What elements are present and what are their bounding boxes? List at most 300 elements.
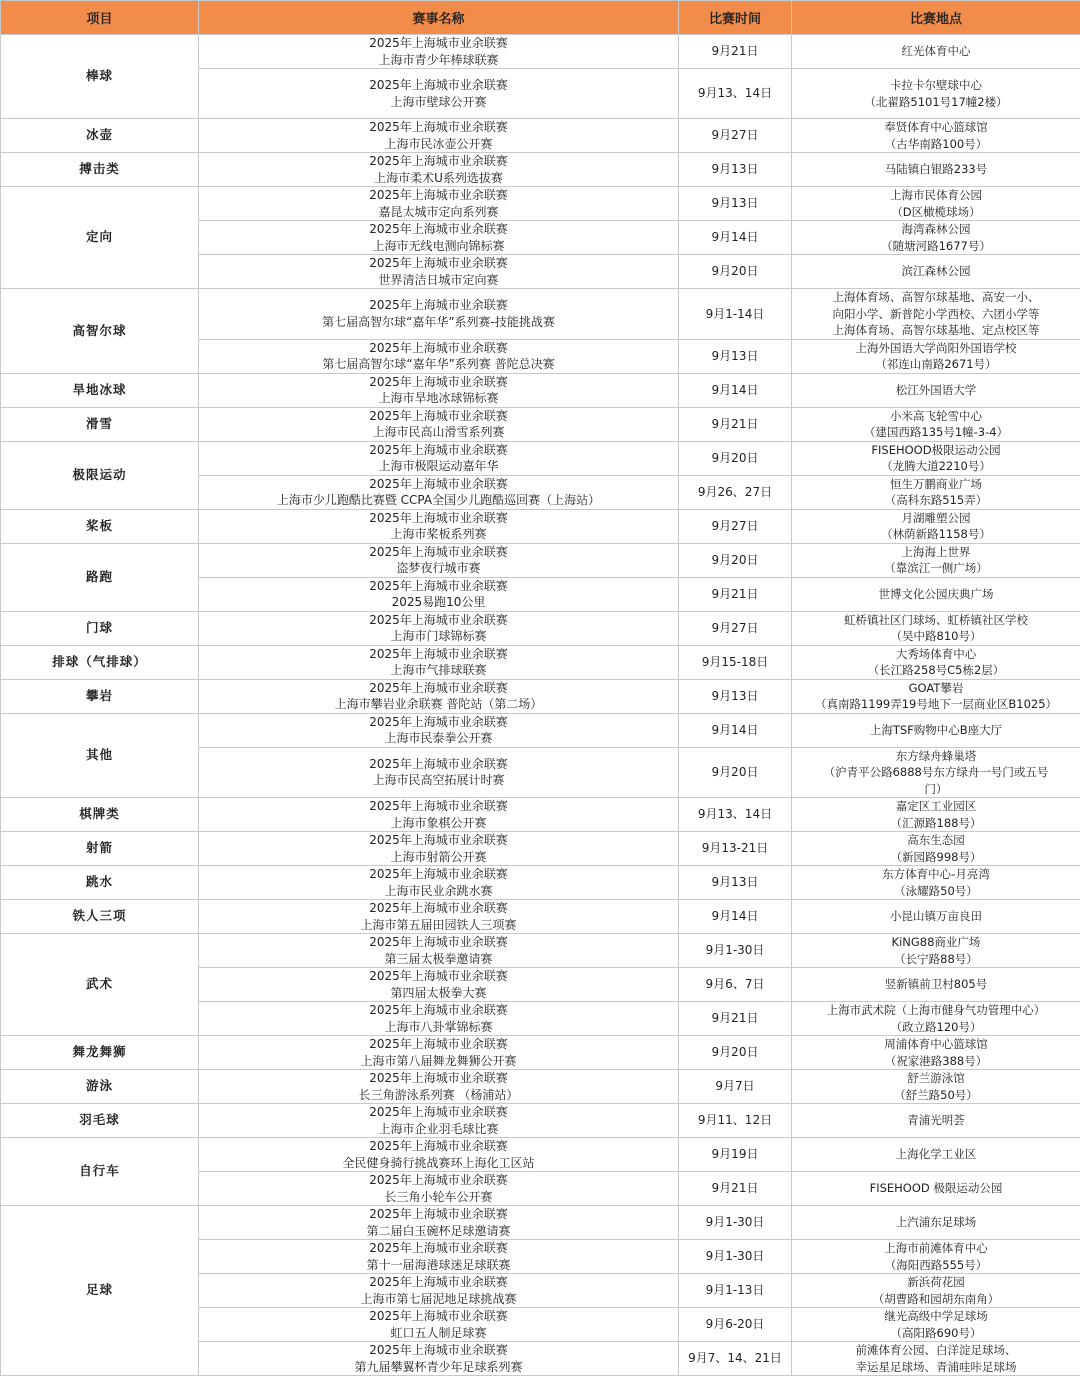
- table-row: [1, 289, 1080, 340]
- event-name-line: 2025年上海城市业余联赛: [201, 255, 676, 272]
- venue-cell: [792, 968, 1080, 1002]
- table-row: [1, 1206, 1080, 1240]
- event-name-line: 2025年上海城市业余联赛: [201, 442, 676, 459]
- event-name-cell: [199, 577, 679, 611]
- event-name-line: 2025年上海城市业余联赛: [201, 680, 676, 697]
- venue-line: 上海体育场、高智尔球基地、定点校区等: [794, 322, 1078, 339]
- table-row: [1, 798, 1080, 832]
- venue-cell: [792, 509, 1080, 543]
- venue-line: 上海市前滩体育中心: [794, 1240, 1078, 1257]
- venue-line: 东方绿舟蜂巢塔: [794, 748, 1078, 765]
- venue-cell: [792, 645, 1080, 679]
- venue-line: （沪青平公路6888号东方绿舟一号门或五号: [794, 764, 1078, 781]
- venue-line: （吴中路810号）: [794, 628, 1078, 645]
- event-name-line: 上海市第八届舞龙舞狮公开赛: [201, 1053, 676, 1070]
- table-row: [1, 1104, 1080, 1138]
- event-name-line: 上海市民高空拓展计时赛: [201, 772, 676, 789]
- event-name-line: 上海市民冰壶公开赛: [201, 136, 676, 153]
- event-name-line: 2025年上海城市业余联赛: [201, 612, 676, 629]
- venue-cell: [792, 747, 1080, 798]
- venue-line: （胡曹路和园胡东南角）: [794, 1291, 1078, 1308]
- venue-cell: [792, 221, 1080, 255]
- event-name-cell: [199, 69, 679, 119]
- event-name-line: 上海市射箭公开赛: [201, 849, 676, 866]
- table-row: [1, 900, 1080, 934]
- date-cell: 9月20日: [679, 1036, 792, 1070]
- venue-line: 上汽浦东足球场: [794, 1214, 1078, 1231]
- venue-line: （古华南路100号）: [794, 136, 1078, 153]
- event-name-line: 上海市无线电测向锦标赛: [201, 238, 676, 255]
- category-cell: 冰壶: [1, 119, 199, 153]
- category-cell: 门球: [1, 611, 199, 645]
- event-name-line: 2025年上海城市业余联赛: [201, 340, 676, 357]
- venue-cell: [792, 1070, 1080, 1104]
- event-name-line: 上海市门球锦标赛: [201, 628, 676, 645]
- date-cell: 9月1-30日: [679, 1206, 792, 1240]
- venue-line: （汇源路188号）: [794, 815, 1078, 832]
- venue-line: （真南路1199弄19号地下一层商业区B1025）: [794, 696, 1078, 713]
- date-cell: 9月13日: [679, 339, 792, 373]
- table-row: [1, 611, 1080, 645]
- event-name-cell: [199, 543, 679, 577]
- event-name-cell: [199, 373, 679, 407]
- table-body: [1, 35, 1080, 1376]
- venue-cell: [792, 611, 1080, 645]
- table-row: [1, 119, 1080, 153]
- event-name-line: 2025年上海城市业余联赛: [201, 798, 676, 815]
- event-name-line: 2025年上海城市业余联赛: [201, 510, 676, 527]
- event-name-cell: [199, 1308, 679, 1342]
- date-cell: 9月13日: [679, 866, 792, 900]
- table-row: [1, 934, 1080, 968]
- date-cell: 9月1-30日: [679, 934, 792, 968]
- venue-line: 马陆镇白银路233号: [794, 161, 1078, 178]
- date-cell: 9月14日: [679, 221, 792, 255]
- event-name-cell: [199, 255, 679, 289]
- event-name-cell: [199, 35, 679, 69]
- date-cell: 9月27日: [679, 509, 792, 543]
- venue-line: （祁连山南路2671号）: [794, 356, 1078, 373]
- event-name-line: 第七届高智尔球“嘉年华”系列赛 普陀总决赛: [201, 356, 676, 373]
- event-name-cell: [199, 1138, 679, 1172]
- event-name-line: 2025年上海城市业余联赛: [201, 374, 676, 391]
- venue-line: 小昆山镇万亩良田: [794, 908, 1078, 925]
- event-name-line: 2025年上海城市业余联赛: [201, 1036, 676, 1053]
- venue-line: FISEHOOD 极限运动公园: [794, 1180, 1078, 1197]
- venue-line: 上海市武术院（上海市健身气功管理中心）: [794, 1002, 1078, 1019]
- venue-cell: [792, 187, 1080, 221]
- event-name-line: 2025年上海城市业余联赛: [201, 714, 676, 731]
- venue-line: （政立路120号）: [794, 1019, 1078, 1036]
- event-name-cell: [199, 221, 679, 255]
- venue-cell: [792, 1104, 1080, 1138]
- event-name-line: 上海市壁球公开赛: [201, 94, 676, 111]
- venue-line: 向阳小学、新普陀小学西校、六团小学等: [794, 306, 1078, 323]
- date-cell: 9月20日: [679, 747, 792, 798]
- header-date: 比赛时间: [679, 1, 792, 35]
- date-cell: 9月15-18日: [679, 645, 792, 679]
- event-name-line: 第三届太极拳邀请赛: [201, 951, 676, 968]
- event-name-cell: [199, 713, 679, 747]
- venue-cell: [792, 441, 1080, 475]
- event-name-cell: [199, 798, 679, 832]
- venue-line: 高东生态园: [794, 832, 1078, 849]
- event-name-cell: [199, 1274, 679, 1308]
- event-name-line: 2025年上海城市业余联赛: [201, 408, 676, 425]
- event-name-line: 上海市第五届田园铁人三项赛: [201, 917, 676, 934]
- venue-cell: [792, 1002, 1080, 1036]
- category-cell: 高智尔球: [1, 289, 199, 374]
- date-cell: 9月13日: [679, 187, 792, 221]
- event-name-line: 上海市旱地冰球锦标赛: [201, 390, 676, 407]
- event-name-line: 上海市民高山滑雪系列赛: [201, 424, 676, 441]
- date-cell: 9月13日: [679, 153, 792, 187]
- venue-line: （靠滨江一侧广场）: [794, 560, 1078, 577]
- date-cell: 9月21日: [679, 407, 792, 441]
- table-row: [1, 832, 1080, 866]
- venue-line: （长宁路88号）: [794, 951, 1078, 968]
- venue-line: 幸运星足球场、青浦哇咔足球场: [794, 1359, 1078, 1376]
- venue-line: 上海体育场、高智尔球基地、高安一小、: [794, 289, 1078, 306]
- event-name-cell: [199, 1104, 679, 1138]
- date-cell: 9月1-30日: [679, 1240, 792, 1274]
- venue-line: 门）: [794, 781, 1078, 798]
- event-name-line: 2025年上海城市业余联赛: [201, 1342, 676, 1359]
- venue-cell: [792, 1172, 1080, 1206]
- event-name-line: 虹口五人制足球赛: [201, 1325, 676, 1342]
- event-name-cell: [199, 611, 679, 645]
- event-name-line: 第九届攀翼杯青少年足球系列赛: [201, 1359, 676, 1376]
- venue-line: 继光高级中学足球场: [794, 1308, 1078, 1325]
- date-cell: 9月7、14、21日: [679, 1342, 792, 1376]
- category-cell: 排球（气排球）: [1, 645, 199, 679]
- venue-line: 上海外国语大学尚阳外国语学校: [794, 340, 1078, 357]
- category-cell: 攀岩: [1, 679, 199, 713]
- event-name-line: 上海市气排球联赛: [201, 662, 676, 679]
- venue-line: GOAT攀岩: [794, 680, 1078, 697]
- date-cell: 9月13日: [679, 679, 792, 713]
- event-name-cell: [199, 153, 679, 187]
- event-name-cell: [199, 832, 679, 866]
- venue-line: （祝家港路388号）: [794, 1053, 1078, 1070]
- category-cell: 棒球: [1, 35, 199, 119]
- event-name-line: 2025年上海城市业余联赛: [201, 900, 676, 917]
- header-project: 项目: [1, 1, 199, 35]
- venue-line: （高科东路515弄）: [794, 492, 1078, 509]
- venue-cell: [792, 713, 1080, 747]
- event-name-line: 2025年上海城市业余联赛: [201, 1240, 676, 1257]
- venue-cell: [792, 1138, 1080, 1172]
- venue-line: 前滩体育公园、白洋淀足球场、: [794, 1342, 1078, 1359]
- event-name-cell: [199, 645, 679, 679]
- event-name-cell: [199, 1206, 679, 1240]
- category-cell: 射箭: [1, 832, 199, 866]
- venue-cell: [792, 339, 1080, 373]
- venue-line: KiNG88商业广场: [794, 934, 1078, 951]
- event-name-cell: [199, 934, 679, 968]
- event-name-cell: [199, 187, 679, 221]
- date-cell: 9月21日: [679, 577, 792, 611]
- table-row: [1, 1036, 1080, 1070]
- event-name-line: 上海市极限运动嘉年华: [201, 458, 676, 475]
- venue-cell: [792, 119, 1080, 153]
- event-name-line: 2025年上海城市业余联赛: [201, 866, 676, 883]
- table-row: [1, 1138, 1080, 1172]
- venue-cell: [792, 1342, 1080, 1376]
- event-name-line: 第四届太极拳大赛: [201, 985, 676, 1002]
- category-cell: 自行车: [1, 1138, 199, 1206]
- event-name-line: 2025年上海城市业余联赛: [201, 1274, 676, 1291]
- date-cell: 9月21日: [679, 1172, 792, 1206]
- event-name-line: 上海市青少年棒球联赛: [201, 52, 676, 69]
- venue-line: 上海化学工业区: [794, 1146, 1078, 1163]
- event-name-line: 上海市攀岩业余联赛 普陀站（第二场）: [201, 696, 676, 713]
- event-name-line: 上海市少儿跑酷比赛暨 CCPA全国少儿跑酷巡回赛（上海站）: [201, 492, 676, 509]
- table-row: [1, 407, 1080, 441]
- date-cell: 9月13-21日: [679, 832, 792, 866]
- table-row: [1, 645, 1080, 679]
- event-name-line: 2025年上海城市业余联赛: [201, 187, 676, 204]
- date-cell: 9月21日: [679, 35, 792, 69]
- event-name-cell: [199, 900, 679, 934]
- venue-line: （林荫新路1158号）: [794, 526, 1078, 543]
- date-cell: 9月26、27日: [679, 475, 792, 509]
- date-cell: 9月14日: [679, 373, 792, 407]
- event-name-line: 2025年上海城市业余联赛: [201, 1002, 676, 1019]
- venue-cell: [792, 153, 1080, 187]
- venue-cell: [792, 934, 1080, 968]
- category-cell: 路跑: [1, 543, 199, 611]
- category-cell: 铁人三项: [1, 900, 199, 934]
- venue-line: FISEHOOD极限运动公园: [794, 442, 1078, 459]
- date-cell: 9月27日: [679, 611, 792, 645]
- venue-line: 上海海上世界: [794, 544, 1078, 561]
- event-name-cell: [199, 968, 679, 1002]
- venue-cell: [792, 866, 1080, 900]
- venue-cell: [792, 1274, 1080, 1308]
- venue-cell: [792, 543, 1080, 577]
- venue-cell: [792, 1240, 1080, 1274]
- venue-line: （建国西路135号1幢-3-4）: [794, 424, 1078, 441]
- event-name-cell: [199, 1036, 679, 1070]
- table-row: [1, 1070, 1080, 1104]
- event-name-line: 2025年上海城市业余联赛: [201, 153, 676, 170]
- venue-cell: [792, 255, 1080, 289]
- venue-cell: [792, 289, 1080, 340]
- venue-line: 小米高飞轮雪中心: [794, 408, 1078, 425]
- category-cell: 足球: [1, 1206, 199, 1376]
- event-name-line: 2025年上海城市业余联赛: [201, 297, 676, 314]
- event-name-line: 2025年上海城市业余联赛: [201, 578, 676, 595]
- date-cell: 9月11、12日: [679, 1104, 792, 1138]
- venue-line: （泳耀路50号）: [794, 883, 1078, 900]
- event-name-cell: [199, 339, 679, 373]
- venue-line: （龙腾大道2210号）: [794, 458, 1078, 475]
- venue-line: 海湾森林公园: [794, 221, 1078, 238]
- category-cell: 定向: [1, 187, 199, 289]
- venue-cell: [792, 407, 1080, 441]
- event-name-cell: [199, 289, 679, 340]
- date-cell: 9月6-20日: [679, 1308, 792, 1342]
- venue-cell: [792, 577, 1080, 611]
- event-name-cell: [199, 441, 679, 475]
- date-cell: 9月14日: [679, 713, 792, 747]
- table-row: [1, 441, 1080, 475]
- table-row: [1, 153, 1080, 187]
- venue-line: 新浜荷花园: [794, 1274, 1078, 1291]
- venue-line: 恒生万鹏商业广场: [794, 476, 1078, 493]
- date-cell: 9月20日: [679, 543, 792, 577]
- venue-cell: [792, 679, 1080, 713]
- venue-line: （随塘河路1677号）: [794, 238, 1078, 255]
- venue-line: （舒兰路50号）: [794, 1087, 1078, 1104]
- venue-line: （新园路998号）: [794, 849, 1078, 866]
- event-name-line: 2025年上海城市业余联赛: [201, 934, 676, 951]
- date-cell: 9月1-13日: [679, 1274, 792, 1308]
- venue-line: 奉贤体育中心篮球馆: [794, 119, 1078, 136]
- event-name-line: 上海市象棋公开赛: [201, 815, 676, 832]
- event-name-line: 2025年上海城市业余联赛: [201, 221, 676, 238]
- table-row: [1, 866, 1080, 900]
- event-name-line: 盗梦夜行城市赛: [201, 560, 676, 577]
- event-name-cell: [199, 866, 679, 900]
- venue-line: 竖新镇前卫村805号: [794, 976, 1078, 993]
- date-cell: 9月21日: [679, 1002, 792, 1036]
- event-name-line: 第七届高智尔球“嘉年华”系列赛-技能挑战赛: [201, 314, 676, 331]
- venue-line: 世博文化公园庆典广场: [794, 586, 1078, 603]
- event-name-line: 上海市民业余跳水赛: [201, 883, 676, 900]
- table-row: [1, 187, 1080, 221]
- venue-line: 上海市民体育公园: [794, 187, 1078, 204]
- event-name-cell: [199, 1070, 679, 1104]
- category-cell: 游泳: [1, 1070, 199, 1104]
- venue-cell: [792, 69, 1080, 119]
- category-cell: 武术: [1, 934, 199, 1036]
- venue-cell: [792, 35, 1080, 69]
- table-row: [1, 35, 1080, 69]
- category-cell: 滑雪: [1, 407, 199, 441]
- category-cell: 其他: [1, 713, 199, 798]
- event-name-line: 2025年上海城市业余联赛: [201, 1308, 676, 1325]
- event-name-line: 第二届白玉碗杯足球邀请赛: [201, 1223, 676, 1240]
- event-name-line: 上海市民泰拳公开赛: [201, 730, 676, 747]
- venue-cell: [792, 1308, 1080, 1342]
- venue-line: 周浦体育中心篮球馆: [794, 1036, 1078, 1053]
- event-name-line: 上海市柔术U系列选拔赛: [201, 170, 676, 187]
- event-name-cell: [199, 679, 679, 713]
- event-name-line: 第十一届海港球迷足球联赛: [201, 1257, 676, 1274]
- venue-line: 月湖雕塑公园: [794, 510, 1078, 527]
- venue-line: （海阳西路555号）: [794, 1257, 1078, 1274]
- category-cell: 舞龙舞狮: [1, 1036, 199, 1070]
- venue-cell: [792, 1036, 1080, 1070]
- event-name-line: 2025年上海城市业余联赛: [201, 1172, 676, 1189]
- table-row: [1, 373, 1080, 407]
- table-row: [1, 679, 1080, 713]
- category-cell: 跳水: [1, 866, 199, 900]
- header-event-name: 赛事名称: [199, 1, 679, 35]
- category-cell: 羽毛球: [1, 1104, 199, 1138]
- category-cell: 极限运动: [1, 441, 199, 509]
- event-name-cell: [199, 407, 679, 441]
- table-row: [1, 713, 1080, 747]
- event-name-line: 长三角游泳系列赛 （杨浦站）: [201, 1087, 676, 1104]
- event-name-line: 2025年上海城市业余联赛: [201, 77, 676, 94]
- date-cell: 9月1-14日: [679, 289, 792, 340]
- venue-line: 松江外国语大学: [794, 382, 1078, 399]
- date-cell: 9月20日: [679, 441, 792, 475]
- event-name-line: 2025年上海城市业余联赛: [201, 544, 676, 561]
- event-name-line: 上海市第七届泥地足球挑战赛: [201, 1291, 676, 1308]
- event-name-cell: [199, 1002, 679, 1036]
- event-name-line: 全民健身骑行挑战赛环上海化工区站: [201, 1155, 676, 1172]
- venue-line: 虹桥镇社区门球场、虹桥镇社区学校: [794, 612, 1078, 629]
- venue-cell: [792, 1206, 1080, 1240]
- date-cell: 9月27日: [679, 119, 792, 153]
- event-name-line: 2025年上海城市业余联赛: [201, 1206, 676, 1223]
- event-name-line: 上海市企业羽毛球比赛: [201, 1121, 676, 1138]
- event-name-line: 2025易跑10公里: [201, 594, 676, 611]
- event-name-line: 2025年上海城市业余联赛: [201, 119, 676, 136]
- venue-line: 舒兰游泳馆: [794, 1070, 1078, 1087]
- venue-line: （长江路258号C5栋2层）: [794, 662, 1078, 679]
- event-name-line: 嘉昆太城市定向系列赛: [201, 204, 676, 221]
- date-cell: 9月13、14日: [679, 69, 792, 119]
- event-name-line: 2025年上海城市业余联赛: [201, 756, 676, 773]
- date-cell: 9月19日: [679, 1138, 792, 1172]
- venue-line: （高阳路690号）: [794, 1325, 1078, 1342]
- category-cell: 棋牌类: [1, 798, 199, 832]
- venue-cell: [792, 373, 1080, 407]
- category-cell: 桨板: [1, 509, 199, 543]
- date-cell: 9月7日: [679, 1070, 792, 1104]
- table-row: [1, 509, 1080, 543]
- header-venue: 比赛地点: [792, 1, 1080, 35]
- venue-line: 大秀场体育中心: [794, 646, 1078, 663]
- venue-cell: [792, 798, 1080, 832]
- category-cell: 旱地冰球: [1, 373, 199, 407]
- event-name-line: 2025年上海城市业余联赛: [201, 35, 676, 52]
- event-name-cell: [199, 1240, 679, 1274]
- event-name-line: 2025年上海城市业余联赛: [201, 1070, 676, 1087]
- event-name-cell: [199, 509, 679, 543]
- venue-line: 嘉定区工业园区: [794, 798, 1078, 815]
- date-cell: 9月6、7日: [679, 968, 792, 1002]
- date-cell: 9月13、14日: [679, 798, 792, 832]
- header-row: [1, 1, 1080, 35]
- event-name-line: 长三角小轮车公开赛: [201, 1189, 676, 1206]
- venue-line: 滨江森林公园: [794, 263, 1078, 280]
- event-name-line: 2025年上海城市业余联赛: [201, 832, 676, 849]
- event-name-line: 世界清洁日城市定向赛: [201, 272, 676, 289]
- venue-line: 东方体育中心-月亮湾: [794, 866, 1078, 883]
- event-name-line: 上海市桨板系列赛: [201, 526, 676, 543]
- event-name-cell: [199, 1172, 679, 1206]
- event-name-cell: [199, 119, 679, 153]
- venue-line: （D区橄榄球场）: [794, 204, 1078, 221]
- venue-cell: [792, 475, 1080, 509]
- event-name-cell: [199, 747, 679, 798]
- event-name-line: 上海市八卦掌锦标赛: [201, 1019, 676, 1036]
- event-name-line: 2025年上海城市业余联赛: [201, 1138, 676, 1155]
- table-row: [1, 543, 1080, 577]
- event-name-cell: [199, 1342, 679, 1376]
- venue-line: 卡拉卡尔壁球中心: [794, 77, 1078, 94]
- date-cell: 9月14日: [679, 900, 792, 934]
- event-name-line: 2025年上海城市业余联赛: [201, 476, 676, 493]
- event-name-line: 2025年上海城市业余联赛: [201, 646, 676, 663]
- event-name-line: 2025年上海城市业余联赛: [201, 1104, 676, 1121]
